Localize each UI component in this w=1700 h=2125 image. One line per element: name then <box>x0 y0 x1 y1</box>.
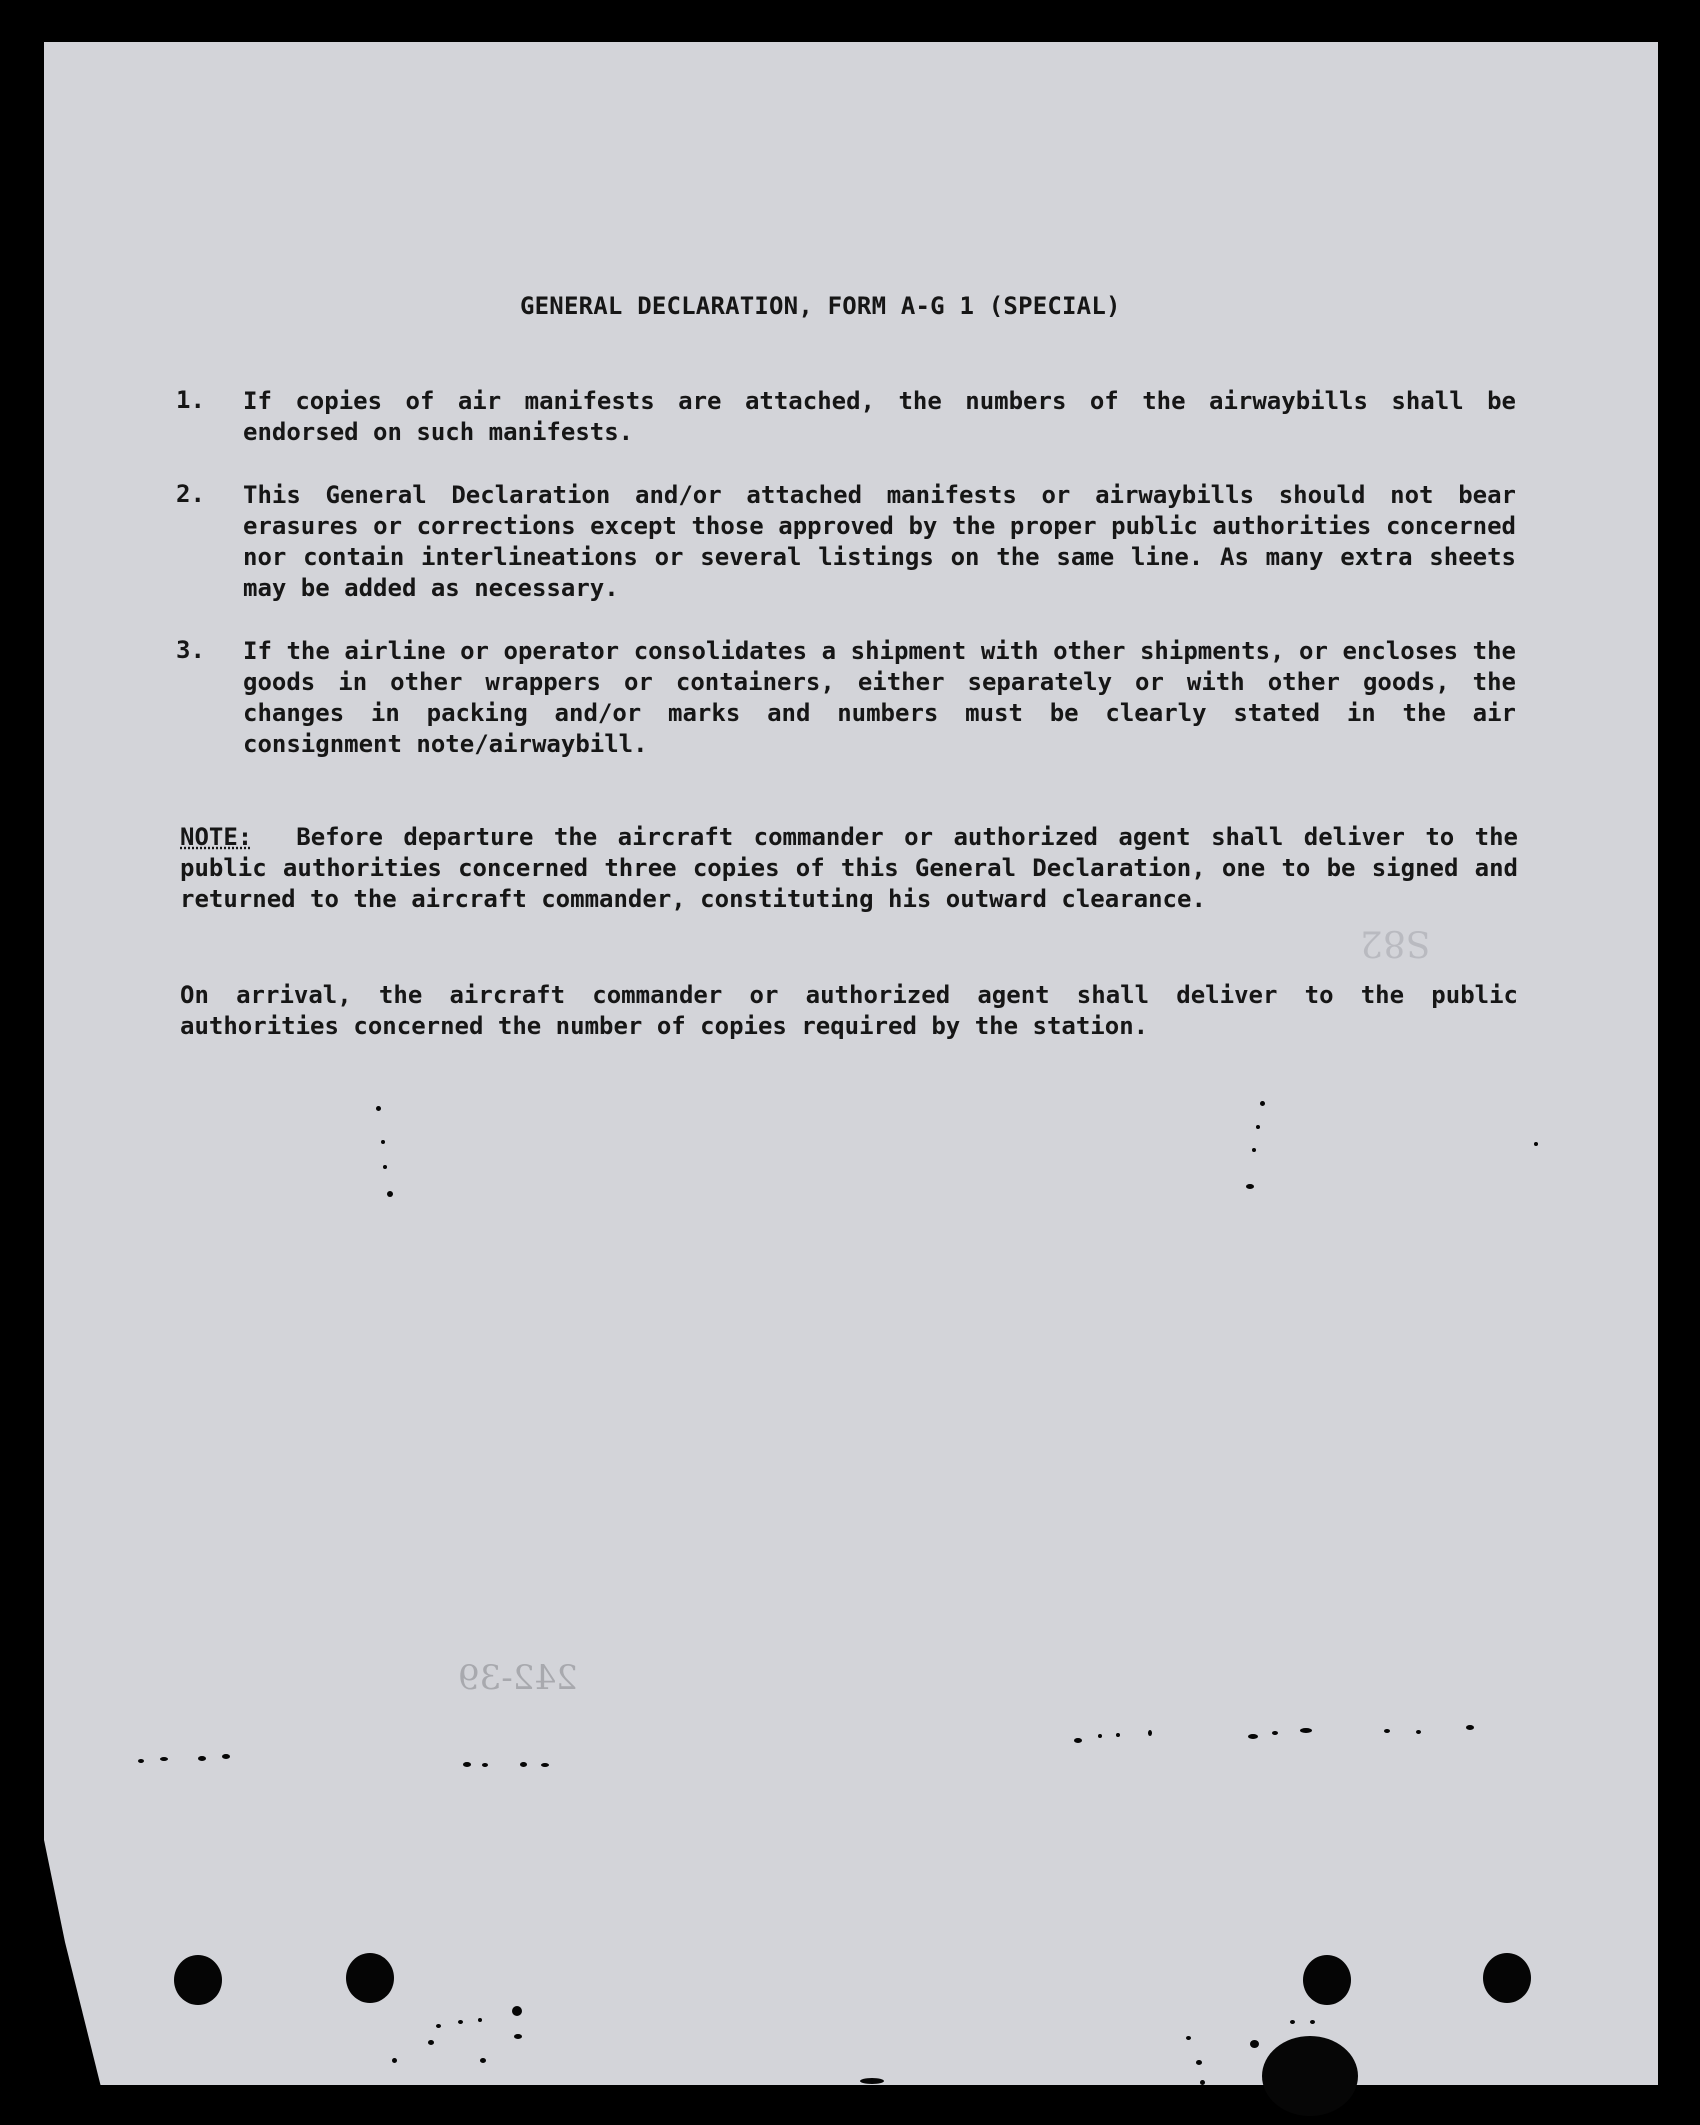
ink-speck <box>222 1754 230 1759</box>
ink-speck <box>1250 2040 1259 2048</box>
punch-hole <box>174 1955 222 2005</box>
ink-speck <box>376 1106 381 1111</box>
list-item-text: If the airline or operator consolidates a shipment with other shipments, or encloses the goods in other wrappers or containers, either separately or with other goods, the changes in packing and/or marks and numbers must be clearly stated in the air consignment note/airwaybill. <box>243 637 1516 758</box>
punch-hole <box>1483 1953 1531 2003</box>
ink-speck <box>1290 2020 1295 2024</box>
ink-speck <box>1272 1731 1278 1735</box>
ink-speck <box>482 1763 488 1767</box>
ink-speck <box>1300 1728 1312 1733</box>
ink-speck <box>1196 2060 1202 2065</box>
ink-speck <box>1416 1730 1421 1734</box>
punch-hole <box>1303 1955 1351 2005</box>
ink-speck <box>387 1191 393 1197</box>
ink-speck <box>1098 1734 1102 1738</box>
ink-speck <box>1200 2080 1205 2085</box>
note-label: NOTE: <box>180 823 253 851</box>
ink-speck <box>541 1763 549 1767</box>
ink-speck <box>860 2078 884 2084</box>
ink-speck <box>1252 1148 1256 1152</box>
ink-speck <box>520 1762 527 1767</box>
ink-speck <box>160 1757 168 1761</box>
list-item-text: This General Declaration and/or attached manifests or airwaybills should not bear erasures or corrections except those approved by the proper public authorities concerned nor contain interlineations or several listings on the same line. As many extra sheets may be added as necessary. <box>243 481 1516 602</box>
ink-speck <box>1248 1734 1258 1739</box>
ink-speck <box>428 2040 434 2045</box>
list-item-text: If copies of air manifests are attached, the numbers of the airwaybills shall be endorsed on such manifests. <box>243 387 1516 446</box>
ink-speck <box>1384 1729 1390 1733</box>
ink-speck <box>478 2018 482 2022</box>
arrival-paragraph: On arrival, the aircraft commander or authorized agent shall deliver to the public authorities concerned the number of copies required by the station. <box>180 981 1518 1040</box>
note-text: Before departure the aircraft commander or authorized agent shall deliver to the public authorities concerned three copies of this General Declaration, one to be signed and returned to the aircraft commander, constituting his outward clearance. <box>180 823 1518 913</box>
list-item-number: 1. <box>176 386 205 414</box>
ink-speck <box>512 2006 522 2016</box>
ink-speck <box>463 1762 471 1767</box>
bleed-through-number: S82 <box>1360 922 1431 963</box>
ink-speck <box>514 2034 522 2039</box>
list-item-number: 2. <box>176 480 205 508</box>
ink-speck <box>458 2020 463 2024</box>
ink-speck <box>436 2024 441 2028</box>
ink-speck <box>1256 1125 1260 1129</box>
bleed-through-handwriting: 242-39 <box>458 1658 578 1698</box>
torn-corner-mark <box>1262 2036 1358 2116</box>
punch-hole <box>346 1953 394 2003</box>
ink-speck <box>1310 2020 1315 2024</box>
ink-speck <box>1074 1738 1082 1743</box>
ink-speck <box>1116 1733 1120 1737</box>
ink-speck <box>138 1759 144 1763</box>
ink-speck <box>381 1140 385 1144</box>
note-paragraph <box>180 822 1518 915</box>
document-title: GENERAL DECLARATION, FORM A-G 1 (SPECIAL) <box>520 292 1121 320</box>
ink-speck <box>1466 1725 1474 1730</box>
ink-speck <box>480 2058 486 2063</box>
ink-speck <box>392 2058 397 2063</box>
ink-speck <box>1148 1730 1152 1736</box>
ink-speck <box>198 1756 206 1761</box>
ink-speck <box>1246 1184 1254 1189</box>
ink-speck <box>383 1165 387 1169</box>
ink-speck <box>1186 2036 1191 2040</box>
list-item-number: 3. <box>176 636 205 664</box>
ink-speck <box>1260 1101 1265 1106</box>
ink-speck <box>1534 1142 1538 1146</box>
